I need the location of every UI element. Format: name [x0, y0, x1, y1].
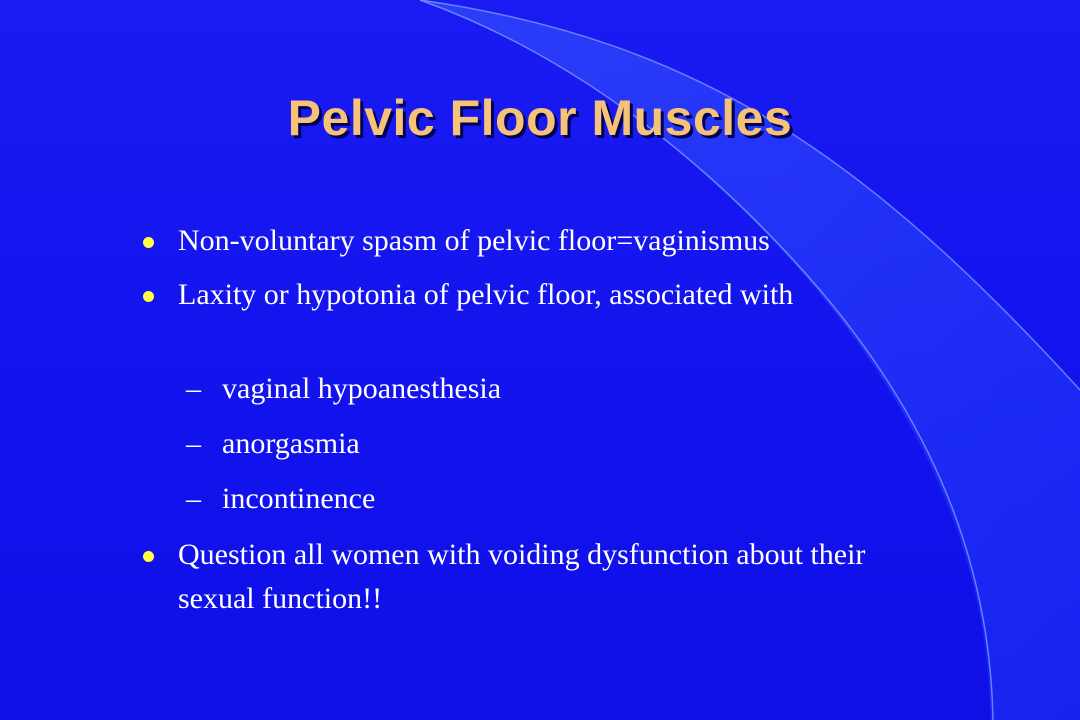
bullet-marker-icon: [143, 237, 154, 248]
bullet-item: [178, 533, 878, 621]
bullet-text: Laxity or hypotonia of pelvic floor, associated with: [178, 278, 794, 311]
sub-bullet-text: anorgasmia: [222, 427, 360, 460]
sub-bullet-text: incontinence: [222, 482, 376, 515]
bullet-text: Non-voluntary spasm of pelvic floor=vaginismus: [178, 224, 770, 257]
bullet-item: [178, 273, 878, 317]
sub-bullet-dash: –: [186, 482, 201, 515]
sub-bullet-dash: –: [186, 427, 201, 460]
bullet-text: Question all women with voiding dysfunction about their sexual function!!: [178, 538, 866, 615]
bullet-marker-icon: [143, 291, 154, 302]
bullet-item: [178, 219, 958, 263]
sub-bullet-dash: –: [186, 372, 201, 405]
sub-bullet-text: vaginal hypoanesthesia: [222, 372, 502, 405]
bullet-marker-icon: [143, 551, 154, 562]
slide-title: Pelvic Floor Muscles: [287, 90, 793, 146]
